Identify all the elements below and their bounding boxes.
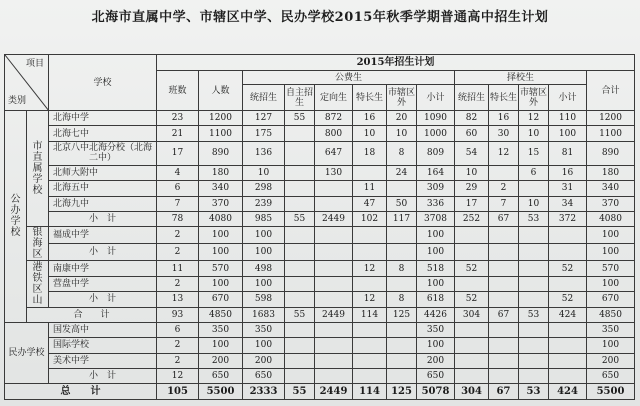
- table-cell: [315, 276, 353, 291]
- table-cell: 8: [387, 261, 417, 276]
- table-cell: [353, 227, 387, 244]
- table-cell: 200: [417, 353, 455, 368]
- public-school-group-cell: 公办学校: [5, 111, 27, 323]
- table-cell: 100: [199, 338, 243, 353]
- table-cell: 8: [387, 141, 417, 165]
- table-cell: [315, 261, 353, 276]
- table-cell: 598: [243, 292, 285, 307]
- table-cell: 618: [417, 292, 455, 307]
- subtotal-label: 小 计: [49, 211, 157, 226]
- table-cell: [489, 244, 519, 261]
- table-cell: 67: [489, 211, 519, 226]
- table-cell: 370: [587, 196, 635, 211]
- table-cell: [387, 338, 417, 353]
- table-cell: 7: [157, 196, 199, 211]
- table-cell: 1200: [199, 111, 243, 126]
- table-cell: 175: [243, 126, 285, 141]
- table-cell: [519, 181, 549, 196]
- plan-header: 2015年招生计划: [157, 55, 635, 71]
- unified-header: 统招生: [243, 85, 285, 111]
- table-cell: [387, 353, 417, 368]
- table-cell: 424: [549, 307, 587, 322]
- table-cell: 100: [417, 227, 455, 244]
- cross-district-header: 市辖区外: [387, 85, 417, 111]
- table-cell: 52: [549, 292, 587, 307]
- table-cell: [519, 292, 549, 307]
- table-cell: 2: [157, 244, 199, 261]
- public-header: 公费生: [243, 71, 455, 85]
- table-cell: [315, 353, 353, 368]
- table-cell: 117: [387, 211, 417, 226]
- category-header: 类别: [8, 96, 27, 106]
- table-cell: [315, 244, 353, 261]
- table-cell: [387, 227, 417, 244]
- table-cell: [285, 181, 315, 196]
- table-cell: 67: [489, 307, 519, 322]
- table-cell: 2449: [315, 384, 353, 399]
- table-cell: [387, 369, 417, 384]
- table-cell: 100: [243, 276, 285, 291]
- table-cell: 890: [587, 141, 635, 165]
- table-cell: 100: [199, 276, 243, 291]
- table-cell: [315, 369, 353, 384]
- table-cell: [353, 322, 387, 337]
- table-cell: [489, 165, 519, 180]
- table-cell: 4080: [199, 211, 243, 226]
- table-cell: 298: [243, 181, 285, 196]
- table-cell: 5500: [199, 384, 243, 399]
- table-cell: 200: [199, 353, 243, 368]
- choice-talent-header: 特长生: [489, 85, 519, 111]
- table-cell: 180: [199, 165, 243, 180]
- table-cell: 4: [157, 165, 199, 180]
- table-cell: [387, 244, 417, 261]
- table-cell: 304: [455, 384, 489, 399]
- table-cell: 15: [519, 141, 549, 165]
- table-cell: 1200: [587, 111, 635, 126]
- table-cell: 570: [587, 261, 635, 276]
- table-cell: 650: [243, 369, 285, 384]
- table-row: [5, 111, 635, 126]
- table-cell: 16: [353, 111, 387, 126]
- table-cell: [455, 244, 489, 261]
- directed-header: 定向生: [315, 85, 353, 111]
- table-cell: 350: [417, 322, 455, 337]
- table-cell: 2: [489, 181, 519, 196]
- table-cell: 10: [353, 126, 387, 141]
- table-cell: 100: [587, 276, 635, 291]
- table-cell: 1683: [243, 307, 285, 322]
- table-cell: 304: [455, 307, 489, 322]
- choice-cross-district-header: 市辖区外: [519, 85, 549, 111]
- table-cell: [489, 338, 519, 353]
- table-cell: 17: [157, 141, 199, 165]
- table-cell: 100: [587, 338, 635, 353]
- table-cell: 10: [519, 196, 549, 211]
- table-cell: 872: [315, 111, 353, 126]
- subtotal-label: 小 计: [49, 244, 157, 261]
- table-cell: 125: [387, 384, 417, 399]
- table-cell: 985: [243, 211, 285, 226]
- table-cell: [353, 244, 387, 261]
- table-cell: [285, 196, 315, 211]
- table-cell: 20: [387, 111, 417, 126]
- table-cell: [455, 227, 489, 244]
- table-cell: [315, 338, 353, 353]
- table-cell: 114: [353, 384, 387, 399]
- table-cell: 647: [315, 141, 353, 165]
- table-cell: [315, 292, 353, 307]
- table-cell: 55: [285, 307, 315, 322]
- table-cell: [549, 322, 587, 337]
- public-total-row: [5, 307, 635, 322]
- table-cell: 130: [315, 165, 353, 180]
- school-name-cell: 南康中学: [49, 261, 157, 276]
- table-row: [5, 196, 635, 211]
- school-name-cell: 北海中学: [49, 111, 157, 126]
- table-cell: [519, 227, 549, 244]
- subtotal-row: [5, 292, 635, 307]
- tiegang-group-cell: 港铁区山: [27, 261, 49, 307]
- table-cell: 424: [549, 384, 587, 399]
- document-title: 北海市直属中学、市辖区中学、民办学校2015年秋季学期普通高中招生计划: [91, 10, 549, 25]
- table-cell: 52: [455, 292, 489, 307]
- table-cell: 1100: [199, 126, 243, 141]
- table-cell: [489, 369, 519, 384]
- table-cell: [285, 353, 315, 368]
- table-cell: [549, 227, 587, 244]
- table-cell: [315, 181, 353, 196]
- table-cell: 13: [157, 292, 199, 307]
- table-cell: 336: [417, 196, 455, 211]
- table-cell: [353, 338, 387, 353]
- table-cell: 5078: [417, 384, 455, 399]
- table-cell: [285, 244, 315, 261]
- table-cell: 164: [417, 165, 455, 180]
- table-cell: [315, 322, 353, 337]
- public-subtotal-header: 小计: [417, 85, 455, 111]
- table-cell: [285, 338, 315, 353]
- table-cell: 890: [199, 141, 243, 165]
- project-header: 项目: [25, 59, 44, 69]
- table-cell: 3708: [417, 211, 455, 226]
- table-cell: 4080: [587, 211, 635, 226]
- table-row: [5, 261, 635, 276]
- table-cell: [519, 244, 549, 261]
- table-cell: 55: [285, 211, 315, 226]
- table-cell: 50: [387, 196, 417, 211]
- table-cell: 53: [519, 384, 549, 399]
- table-cell: [387, 322, 417, 337]
- table-cell: 650: [587, 369, 635, 384]
- table-cell: 372: [549, 211, 587, 226]
- table-cell: [489, 292, 519, 307]
- table-cell: [489, 322, 519, 337]
- table-cell: 309: [417, 181, 455, 196]
- table-cell: 12: [353, 292, 387, 307]
- table-row: [5, 322, 635, 337]
- table-cell: 2: [157, 353, 199, 368]
- table-cell: 47: [353, 196, 387, 211]
- table-cell: 8: [387, 292, 417, 307]
- table-cell: 350: [243, 322, 285, 337]
- school-name-cell: 北京八中北海分校（北海二中）: [49, 141, 157, 165]
- table-cell: 1100: [587, 126, 635, 141]
- table-cell: 53: [519, 211, 549, 226]
- table-row: [5, 338, 635, 353]
- table-cell: 78: [157, 211, 199, 226]
- table-cell: 2: [157, 338, 199, 353]
- table-cell: 100: [417, 276, 455, 291]
- school-name-cell: 营盘中学: [49, 276, 157, 291]
- table-cell: 11: [157, 261, 199, 276]
- subtotal-row: [5, 244, 635, 261]
- table-cell: 16: [549, 165, 587, 180]
- table-cell: 110: [549, 111, 587, 126]
- table-cell: 4426: [417, 307, 455, 322]
- private-group-cell: 民办学校: [5, 322, 49, 384]
- table-cell: 100: [587, 227, 635, 244]
- table-cell: 2449: [315, 307, 353, 322]
- table-row: [5, 181, 635, 196]
- talent-header: 特长生: [353, 85, 387, 111]
- school-name-cell: 北海七中: [49, 126, 157, 141]
- table-cell: 350: [587, 322, 635, 337]
- table-cell: 24: [387, 165, 417, 180]
- table-cell: 100: [199, 227, 243, 244]
- yinhai-group-cell: 银海区: [27, 227, 49, 261]
- table-cell: 12: [157, 369, 199, 384]
- table-row: [5, 165, 635, 180]
- table-cell: 12: [353, 261, 387, 276]
- table-cell: [519, 338, 549, 353]
- table-cell: 93: [157, 307, 199, 322]
- independent-header: 自主招生: [285, 85, 315, 111]
- table-cell: 105: [157, 384, 199, 399]
- class-count-header: 班数: [157, 71, 199, 111]
- table-cell: [549, 353, 587, 368]
- table-cell: [519, 353, 549, 368]
- table-cell: [285, 126, 315, 141]
- table-cell: 2449: [315, 211, 353, 226]
- table-cell: [549, 369, 587, 384]
- table-cell: 125: [387, 307, 417, 322]
- table-cell: [353, 369, 387, 384]
- table-cell: [489, 353, 519, 368]
- table-cell: 340: [199, 181, 243, 196]
- table-cell: 16: [489, 111, 519, 126]
- table-cell: [353, 276, 387, 291]
- school-header: 学校: [49, 55, 157, 111]
- table-cell: [519, 261, 549, 276]
- table-cell: [285, 369, 315, 384]
- table-cell: 2: [157, 227, 199, 244]
- table-cell: [455, 338, 489, 353]
- corner-header-cell: [5, 55, 49, 111]
- school-name-cell: 国发高中: [49, 322, 157, 337]
- table-cell: 136: [243, 141, 285, 165]
- city-direct-group-cell: 市直属学校: [27, 111, 49, 227]
- table-cell: 100: [417, 244, 455, 261]
- table-cell: 60: [455, 126, 489, 141]
- table-cell: 53: [519, 307, 549, 322]
- table-cell: [315, 227, 353, 244]
- people-header: 人数: [199, 71, 243, 111]
- table-cell: 6: [519, 165, 549, 180]
- table-cell: [285, 165, 315, 180]
- table-cell: 100: [417, 338, 455, 353]
- table-cell: 670: [199, 292, 243, 307]
- table-cell: 370: [199, 196, 243, 211]
- table-cell: 55: [285, 111, 315, 126]
- table-cell: 52: [549, 261, 587, 276]
- public-total-label: 合 计: [27, 307, 157, 322]
- school-name-cell: 北海五中: [49, 181, 157, 196]
- table-cell: 52: [455, 261, 489, 276]
- table-cell: 650: [199, 369, 243, 384]
- school-name-cell: 国际学校: [49, 338, 157, 353]
- table-cell: [285, 141, 315, 165]
- table-cell: 1090: [417, 111, 455, 126]
- choice-subtotal-header: 小计: [549, 85, 587, 111]
- school-name-cell: 美术中学: [49, 353, 157, 368]
- subtotal-label: 小 计: [49, 369, 157, 384]
- table-cell: 1000: [417, 126, 455, 141]
- table-cell: 200: [587, 353, 635, 368]
- table-cell: [519, 276, 549, 291]
- table-cell: 30: [489, 126, 519, 141]
- table-cell: 200: [243, 353, 285, 368]
- table-cell: 100: [549, 126, 587, 141]
- table-cell: 570: [199, 261, 243, 276]
- table-cell: [549, 244, 587, 261]
- table-row: [5, 227, 635, 244]
- table-cell: 6: [157, 181, 199, 196]
- table-cell: 650: [417, 369, 455, 384]
- table-cell: 67: [489, 384, 519, 399]
- table-cell: [489, 261, 519, 276]
- table-cell: 81: [549, 141, 587, 165]
- table-cell: 10: [519, 126, 549, 141]
- table-cell: 180: [587, 165, 635, 180]
- table-cell: 4850: [587, 307, 635, 322]
- table-cell: 12: [489, 141, 519, 165]
- table-cell: [455, 276, 489, 291]
- table-cell: 2333: [243, 384, 285, 399]
- table-cell: 809: [417, 141, 455, 165]
- table-row: [5, 276, 635, 291]
- school-name-cell: 北师大附中: [49, 165, 157, 180]
- table-cell: 498: [243, 261, 285, 276]
- table-cell: 350: [199, 322, 243, 337]
- table-cell: [387, 181, 417, 196]
- table-cell: 252: [455, 211, 489, 226]
- table-cell: 17: [455, 196, 489, 211]
- table-cell: [455, 353, 489, 368]
- table-cell: 55: [285, 384, 315, 399]
- table-cell: [455, 322, 489, 337]
- table-cell: 82: [455, 111, 489, 126]
- table-cell: [285, 292, 315, 307]
- grand-total-label: 总 计: [5, 384, 157, 399]
- table-cell: 31: [549, 181, 587, 196]
- table-cell: 114: [353, 307, 387, 322]
- table-cell: 29: [455, 181, 489, 196]
- subtotal-row: [5, 369, 635, 384]
- table-cell: 6: [157, 322, 199, 337]
- table-cell: [549, 338, 587, 353]
- table-row: [5, 141, 635, 165]
- grand-total-row: [5, 384, 635, 399]
- table-cell: [519, 322, 549, 337]
- table-cell: 100: [243, 338, 285, 353]
- table-cell: 102: [353, 211, 387, 226]
- table-cell: 670: [587, 292, 635, 307]
- choice-header: 择校生: [455, 71, 587, 85]
- table-row: [5, 353, 635, 368]
- table-cell: 10: [387, 126, 417, 141]
- table-cell: 100: [199, 244, 243, 261]
- table-cell: [285, 261, 315, 276]
- table-cell: 7: [489, 196, 519, 211]
- table-cell: [519, 369, 549, 384]
- table-cell: [489, 276, 519, 291]
- school-name-cell: 北海九中: [49, 196, 157, 211]
- table-cell: [285, 322, 315, 337]
- table-cell: [549, 276, 587, 291]
- table-cell: 340: [587, 181, 635, 196]
- table-cell: 100: [587, 244, 635, 261]
- table-cell: [285, 276, 315, 291]
- table-cell: 127: [243, 111, 285, 126]
- table-cell: [353, 165, 387, 180]
- table-cell: 800: [315, 126, 353, 141]
- table-cell: 12: [519, 111, 549, 126]
- enrollment-plan-table: [4, 54, 635, 400]
- table-cell: 21: [157, 126, 199, 141]
- table-cell: [387, 276, 417, 291]
- table-cell: 239: [243, 196, 285, 211]
- table-cell: 34: [549, 196, 587, 211]
- table-row: [5, 126, 635, 141]
- table-cell: [455, 369, 489, 384]
- subtotal-label: 小 计: [49, 292, 157, 307]
- subtotal-row: [5, 211, 635, 226]
- table-cell: [315, 196, 353, 211]
- table-cell: 18: [353, 141, 387, 165]
- total-header: 合计: [587, 71, 635, 111]
- table-cell: [285, 227, 315, 244]
- choice-unified-header: 统招生: [455, 85, 489, 111]
- table-cell: 54: [455, 141, 489, 165]
- table-cell: 23: [157, 111, 199, 126]
- school-name-cell: 福成中学: [49, 227, 157, 244]
- table-cell: 10: [243, 165, 285, 180]
- table-cell: 10: [455, 165, 489, 180]
- table-cell: 100: [243, 227, 285, 244]
- table-cell: 4850: [199, 307, 243, 322]
- table-cell: 5500: [587, 384, 635, 399]
- table-cell: 100: [243, 244, 285, 261]
- table-cell: 11: [353, 181, 387, 196]
- table-cell: 518: [417, 261, 455, 276]
- table-cell: [489, 227, 519, 244]
- table-cell: 2: [157, 276, 199, 291]
- table-cell: [353, 353, 387, 368]
